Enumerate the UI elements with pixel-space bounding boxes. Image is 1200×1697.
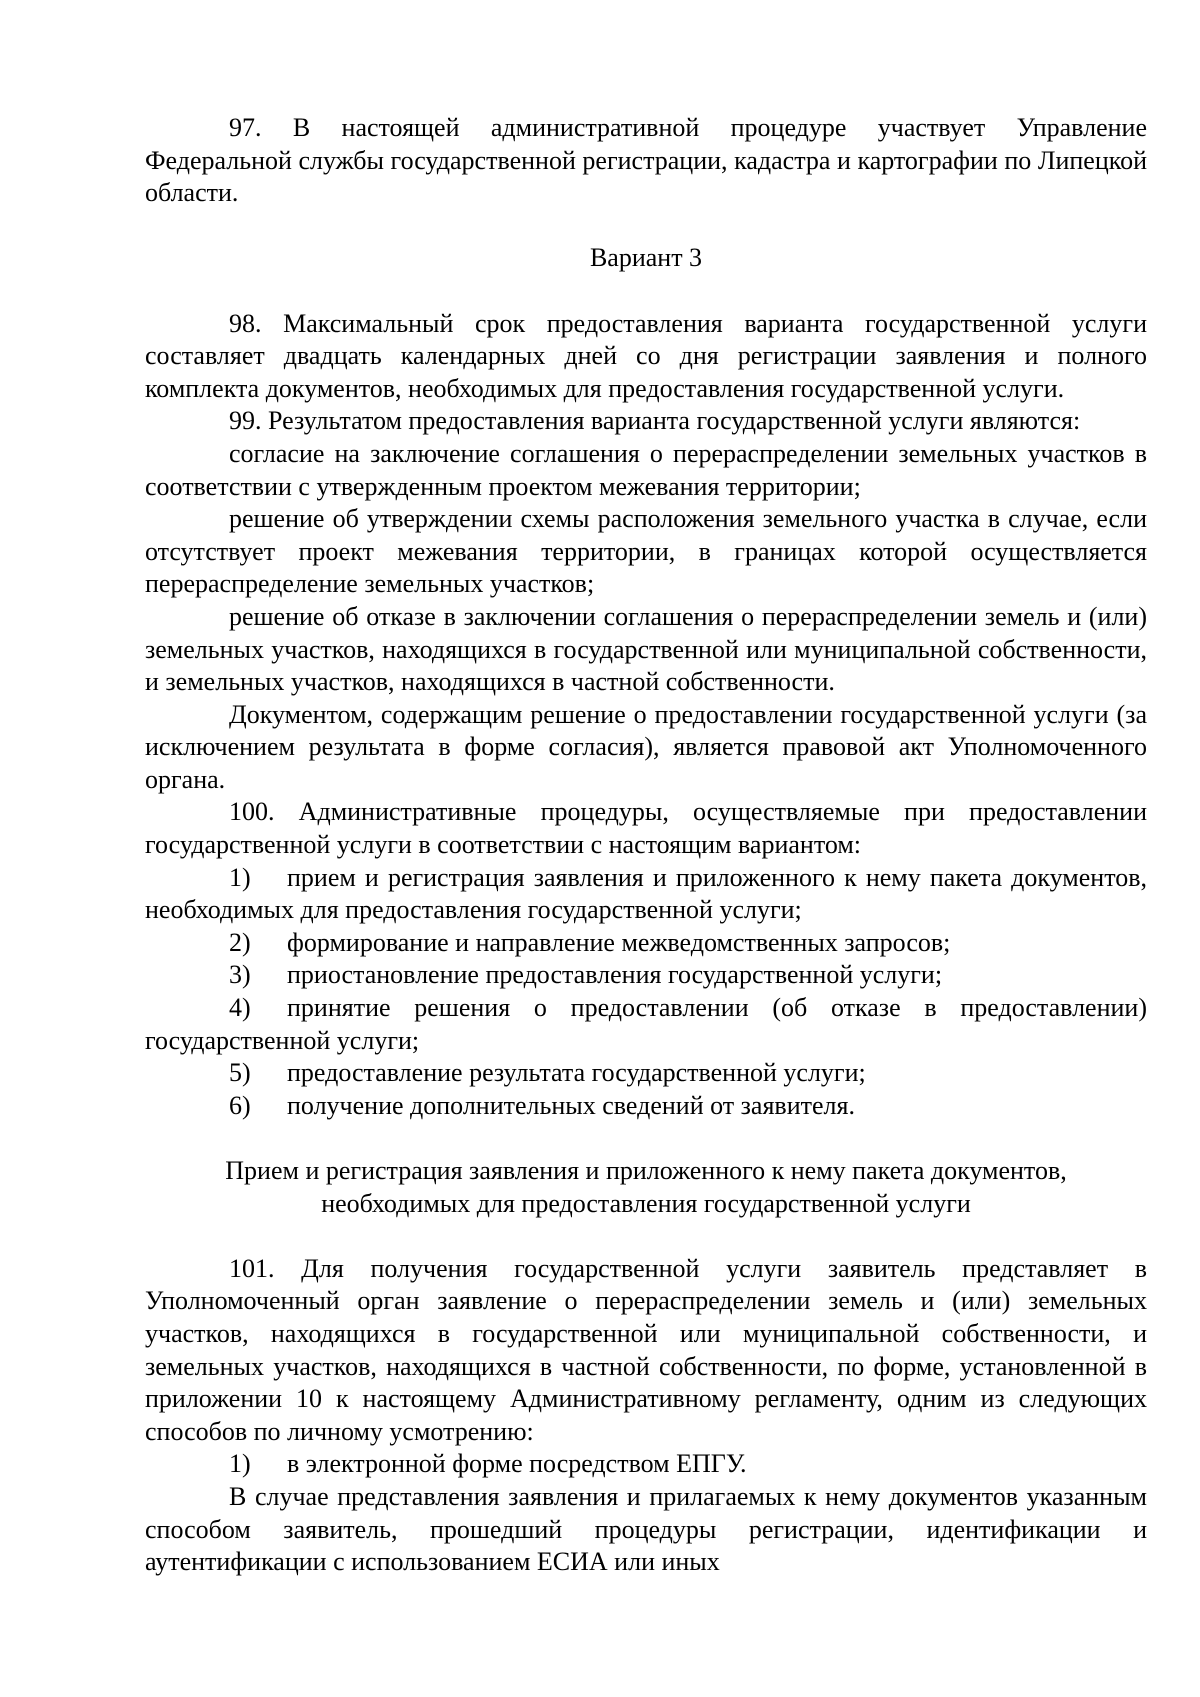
variant-heading: Вариант 3 <box>589 243 703 273</box>
spacer <box>145 1122 1147 1155</box>
paragraph-99-document: Документом, содержащим решение о предоставлении государственной услуги (за исключением результата в форме согласия), является правовой акт Уполномоченного органа. <box>145 699 1147 794</box>
paragraph-97: 97. В настоящей административной процедуре участвует Управление Федеральной службы государственной регистрации, кадастра и картографии по Липецкой области. <box>145 113 1147 208</box>
paragraph-100: 100. Административные процедуры, осуществляемые при предоставлении государственной услуги в соответствии с настоящим вариантом: <box>145 797 1147 860</box>
spacer <box>145 210 1147 243</box>
item-number: 1) <box>229 1449 251 1479</box>
paragraph-99: 99. Результатом предоставления варианта государственной услуги являются: <box>229 406 1081 436</box>
submission-method-item <box>145 1448 1147 1481</box>
result-item: согласие на заключение соглашения о перераспределении земельных участков в соответствии с утвержденным проектом межевания территории; <box>145 438 1147 501</box>
item-text: формирование и направление межведомственных запросов; <box>287 927 951 957</box>
result-item: решение об утверждении схемы расположения земельного участка в случае, если отсутствует проект межевания территории, в границах которой осуществляется перераспределение земельных участков; <box>145 504 1147 599</box>
section-heading-line: Прием и регистрация заявления и приложенного к нему пакета документов, <box>225 1156 1067 1185</box>
item-text: предоставление результата государственной услуги; <box>287 1058 866 1088</box>
paragraph-101-tail: В случае представления заявления и прилагаемых к нему документов указанным способом заявитель, прошедший процедуры регистрации, идентификации и аутентификации с использованием ЕСИА или иных <box>145 1481 1147 1577</box>
item-text: прием и регистрация заявления и приложенного к нему пакета документов, необходимых для предоставления государственной услуги; <box>145 862 1147 925</box>
spacer <box>145 275 1147 308</box>
procedure-item <box>145 1057 1147 1090</box>
paragraph-101: 101. Для получения государственной услуги заявитель представляет в Уполномоченный орган заявление о перераспределении земель и (или) земельных участков, находящихся в государственной или муниципальной собственности, и земельных участков, находящихся в частной собственности, по форме, установленной в приложении 10 к настоящему Административному регламенту, одним из следующих способов по личному усмотрению: <box>145 1253 1147 1446</box>
item-number: 4) <box>229 993 251 1023</box>
procedure-item <box>145 927 1147 960</box>
procedure-item <box>145 1090 1147 1123</box>
section-heading-line: необходимых для предоставления государственной услуги <box>321 1188 971 1218</box>
item-number: 2) <box>229 927 251 957</box>
item-number: 3) <box>229 960 251 990</box>
procedure-item <box>145 862 1147 927</box>
item-text: принятие решения о предоставлении (об отказе в предоставлении) государственной услуги; <box>145 993 1147 1055</box>
item-text: приостановление предоставления государственной услуги; <box>287 960 943 990</box>
spacer <box>145 1220 1147 1253</box>
procedure-item <box>145 959 1147 992</box>
document-page <box>145 112 1147 1579</box>
paragraph-98: 98. Максимальный срок предоставления варианта государственной услуги составляет двадцать календарных дней со дня регистрации заявления и полного комплекта документов, необходимых для предоставления государственной услуги. <box>145 308 1147 403</box>
item-text: в электронной форме посредством ЕПГУ. <box>287 1449 747 1479</box>
item-number: 5) <box>229 1058 251 1088</box>
procedure-item <box>145 992 1147 1057</box>
item-text: получение дополнительных сведений от заявителя. <box>287 1090 855 1120</box>
item-number: 1) <box>229 862 251 892</box>
item-number: 6) <box>229 1090 251 1120</box>
result-item: решение об отказе в заключении соглашения о перераспределении земель и (или) земельных участков, находящихся в государственной или муниципальной собственности, и земельных участков, находящихся в частной собственности. <box>145 601 1147 697</box>
